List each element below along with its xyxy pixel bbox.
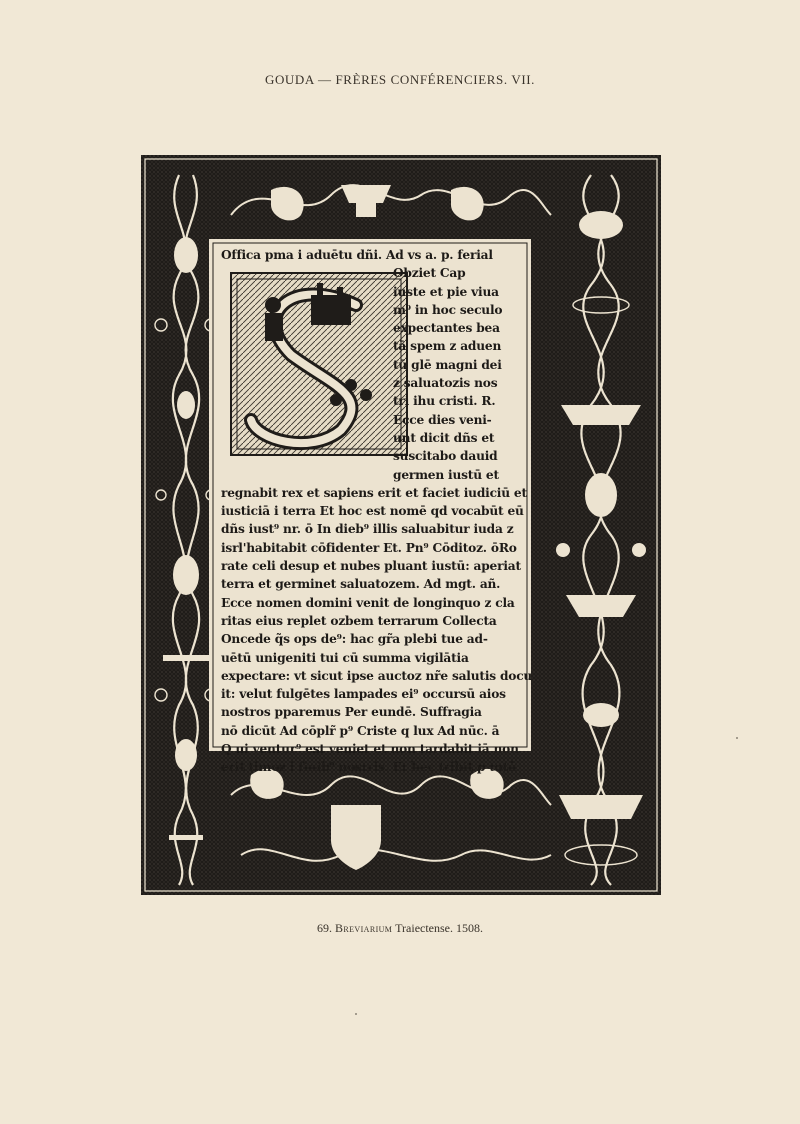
text-line: Q ui ventur⁹ est veniet et non tardabit iā non xyxy=(221,742,519,757)
text-line: nō dicūt Ad cōplr̃ p⁹ Criste q lux Ad nūc. ā xyxy=(221,723,500,738)
text-line: iusticiā i terra Et hoc est nomē qd vocabūt eū xyxy=(221,504,524,519)
paper-speck xyxy=(736,737,738,739)
text-line: dñs iust⁹ nr. ō In dieb⁹ illis saluabitur iuda z xyxy=(221,522,514,537)
text-line: Obziet Cap xyxy=(393,266,466,281)
text-line: expectantes bea xyxy=(393,321,500,336)
text-line: nostros pparemus Per eundē. Suffragia xyxy=(221,705,482,720)
text-line: it: velut fulgētes lampades ei⁹ occursū aios xyxy=(221,687,506,702)
text-line: uētū unigeniti tui cū summa vigilātia xyxy=(221,650,469,665)
text-line: germen iustū et xyxy=(393,467,499,482)
caption-title: Breviarium xyxy=(334,921,393,935)
caption-rest: Traiectense. 1508. xyxy=(395,921,483,935)
text-line: terra et germinet saluatozem. Ad mgt. añ. xyxy=(221,577,501,592)
text-line: tri ihu cristi. R. xyxy=(393,394,496,409)
text-line: expectare: vt sicut ipse auctoz nr̃e salutis docu xyxy=(221,668,533,683)
text-line: z saluatozis nos xyxy=(393,376,498,391)
text-line: unt dicit dñs et xyxy=(393,430,495,445)
running-head: GOUDA — FRÈRES CONFÉRENCIERS. VII. xyxy=(264,72,536,87)
text-line: Ecce dies veni- xyxy=(393,412,492,427)
text-line: Offica pma i aduētu dñi. Ad vs a. p. ferial xyxy=(221,248,493,262)
paper-speck xyxy=(355,1013,357,1015)
woodcut-plate xyxy=(141,155,661,895)
text-line: suscitabo dauid xyxy=(393,449,498,464)
text-line: regnabit rex et sapiens erit et faciet iudiciū et xyxy=(221,485,527,500)
text-line: tū glē magni dei xyxy=(393,357,502,372)
text-line: iuste et pie viua xyxy=(393,284,499,299)
text-line: erit timoz i finib⁹ nostris. Et hec tribit p totū xyxy=(221,760,517,775)
text-line: isrl'habitabit cōfidenter Et. Pn⁹ Cōditoz. ōRo xyxy=(221,540,517,555)
text-line: m⁹ in hoc seculo xyxy=(393,302,503,317)
text-line: tā spem z aduen xyxy=(393,339,502,354)
text-line: rate celi desup et nubes pluant iustū: aperiat xyxy=(221,559,521,574)
text-line: Oncede q̃s ops de⁹: hac gr̃a plebi tue ad- xyxy=(221,632,488,647)
text-line: Ecce nomen domini venit de longinquo z cla xyxy=(221,595,515,610)
caption-number: 69. xyxy=(316,921,332,935)
breviary-text xyxy=(217,246,533,775)
text-line: ritas eius replet ozbem terrarum Collecta xyxy=(221,613,497,628)
plate-caption xyxy=(0,921,800,936)
